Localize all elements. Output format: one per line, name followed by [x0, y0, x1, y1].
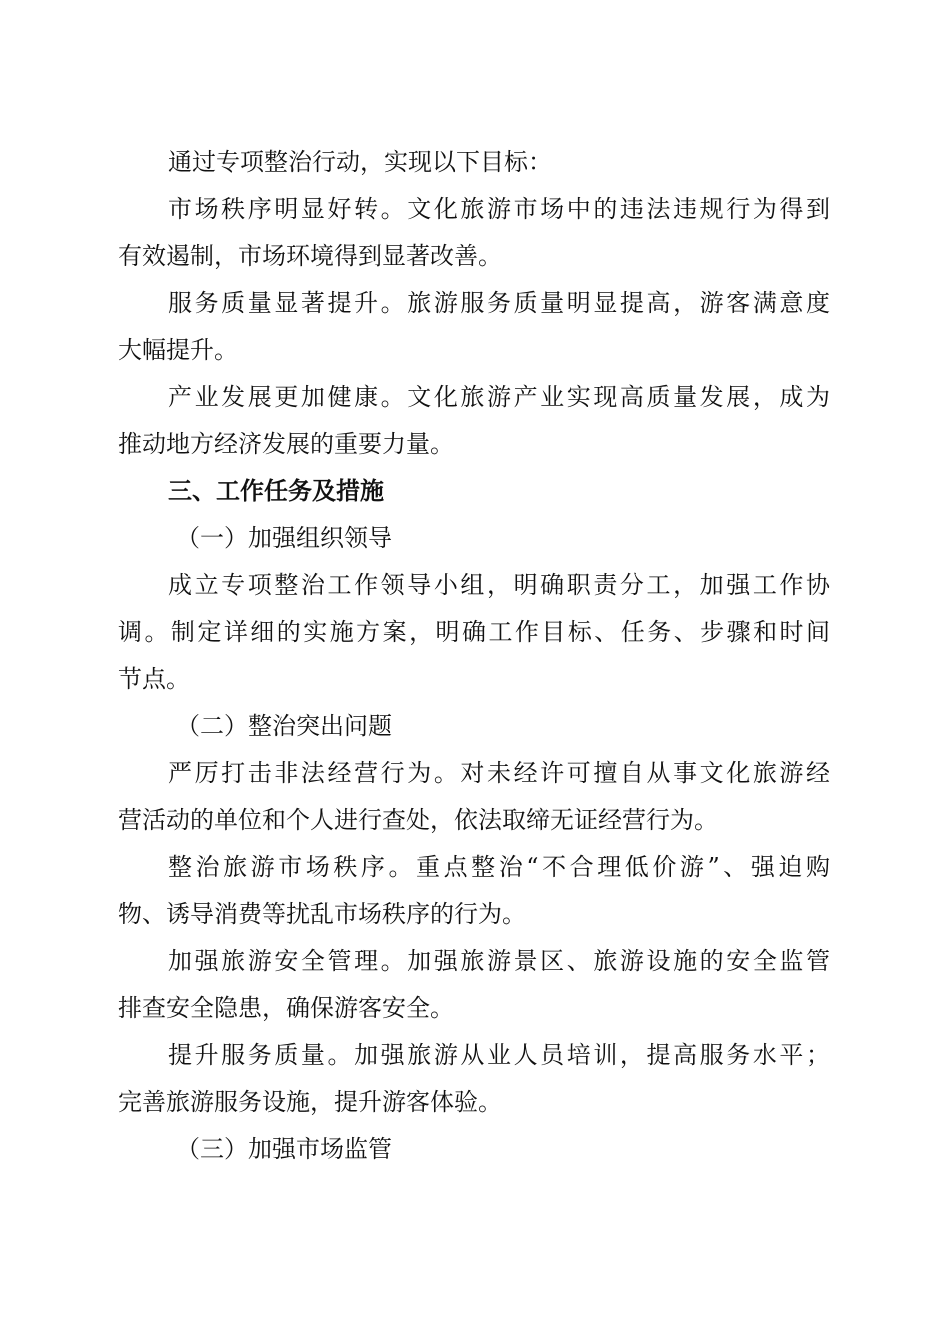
paragraph-line: 推动地方经济发展的重要力量。: [118, 430, 454, 458]
paragraph-line: 整治旅游市场秩序。重点整治“不合理低价游”、强迫购: [168, 853, 830, 881]
paragraph-line: 完善旅游服务设施，提升游客体验。: [118, 1088, 502, 1116]
paragraph-line: 调。制定详细的实施方案，明确工作目标、任务、步骤和时间: [118, 618, 830, 646]
document-body: [118, 139, 830, 1173]
paragraph-line: 严厉打击非法经营行为。对未经许可擅自从事文化旅游经: [168, 759, 830, 787]
paragraph-line: 服务质量显著提升。旅游服务质量明显提高，游客满意度: [168, 289, 830, 317]
paragraph-line: 排查安全隐患，确保游客安全。: [118, 994, 454, 1022]
paragraph-line: 营活动的单位和个人进行查处，依法取缔无证经营行为。: [118, 806, 718, 834]
paragraph-line: 大幅提升。: [118, 336, 238, 364]
paragraph-line: 物、诱导消费等扰乱市场秩序的行为。: [118, 900, 526, 928]
subsection-heading: （二）整治突出问题: [176, 712, 392, 740]
paragraph-line: 产业发展更加健康。文化旅游产业实现高质量发展，成为: [168, 383, 830, 411]
paragraph-line: 成立专项整治工作领导小组，明确职责分工，加强工作协: [168, 571, 830, 599]
paragraph-line: 有效遏制，市场环境得到显著改善。: [118, 242, 502, 270]
subsection-heading: （一）加强组织领导: [176, 524, 392, 552]
goal-intro-line: 通过专项整治行动，实现以下目标：: [168, 148, 552, 176]
paragraph-line: 市场秩序明显好转。文化旅游市场中的违法违规行为得到: [168, 195, 830, 223]
paragraph-line: 提升服务质量。加强旅游从业人员培训，提高服务水平；: [168, 1041, 830, 1069]
paragraph-line: 加强旅游安全管理。加强旅游景区、旅游设施的安全监管: [168, 947, 830, 975]
subsection-heading: （三）加强市场监管: [176, 1135, 392, 1163]
section-heading: 三、工作任务及措施: [168, 477, 384, 505]
paragraph-line: 节点。: [118, 665, 190, 693]
